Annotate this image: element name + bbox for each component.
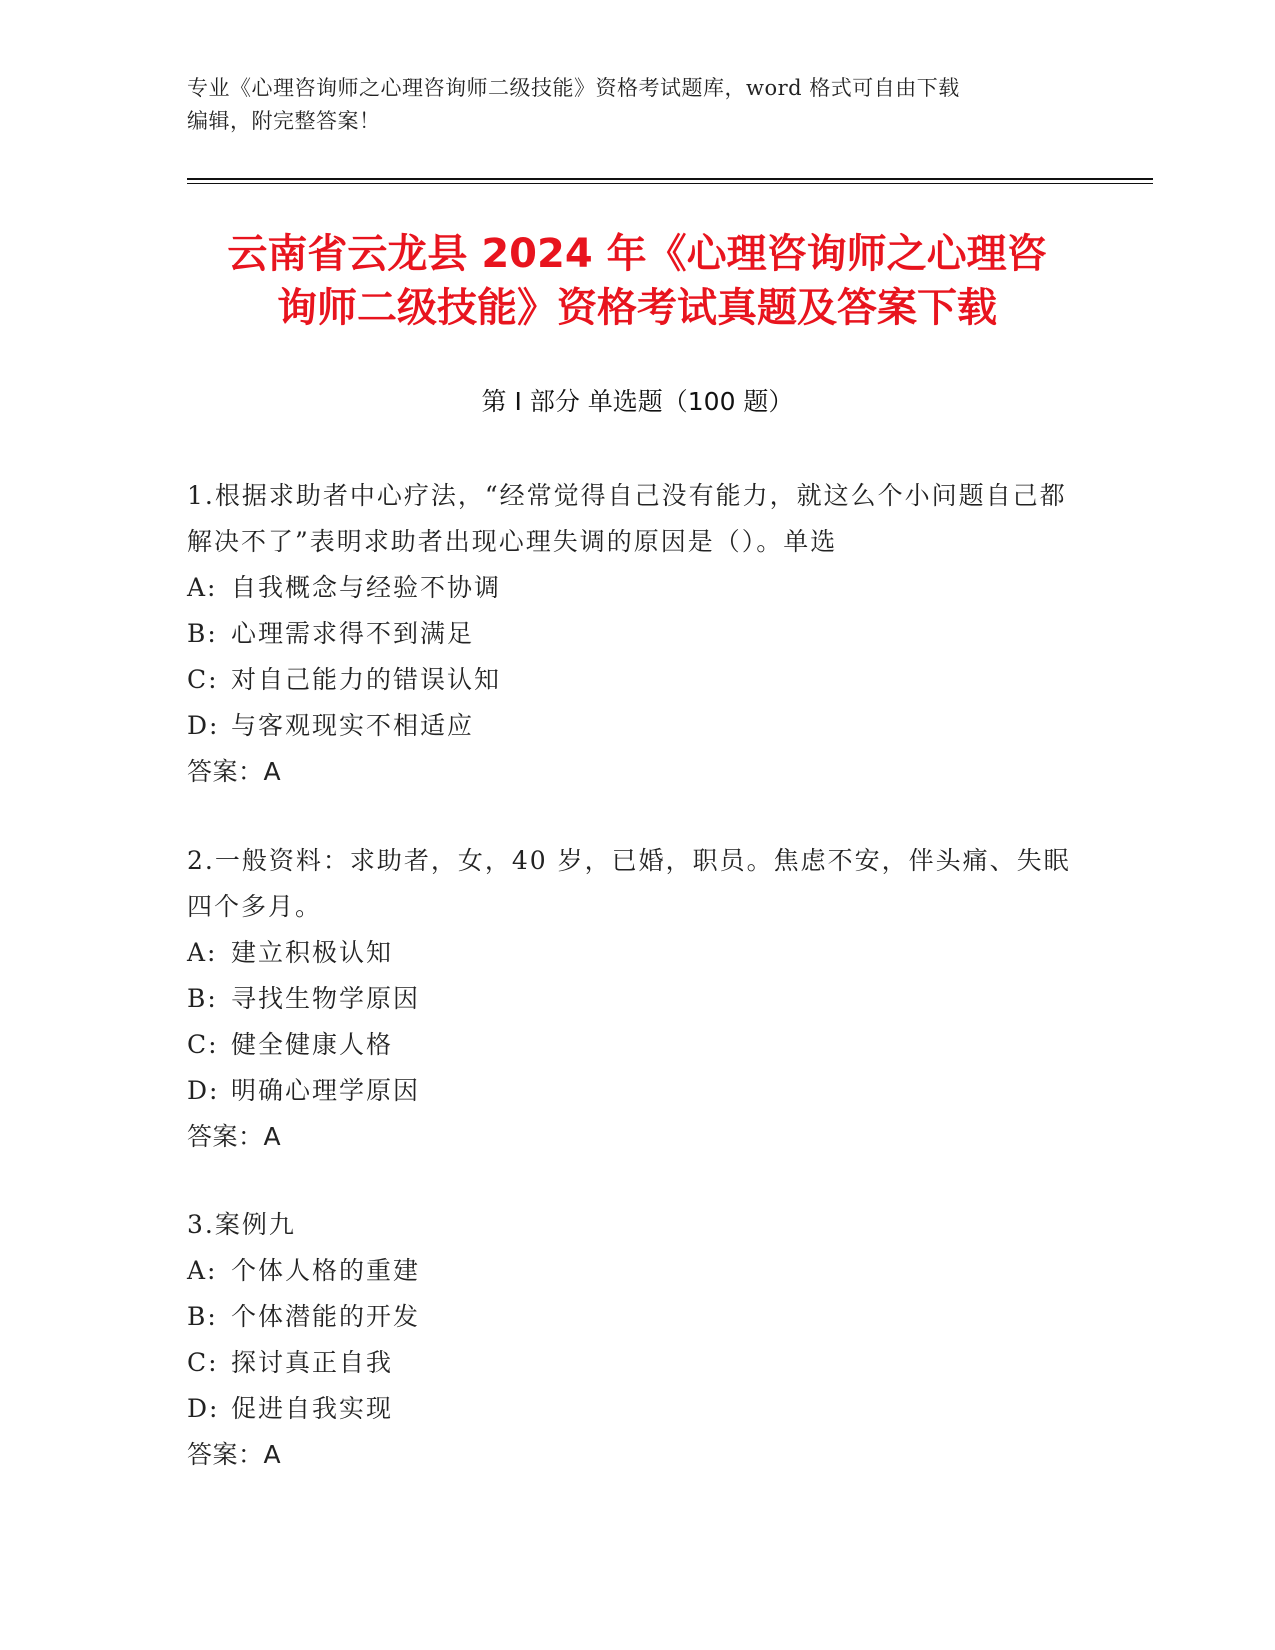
option-a (187, 930, 1077, 976)
option-c (187, 657, 1077, 703)
document-title (137, 227, 1137, 335)
answer-line: 答案：A (187, 1122, 282, 1151)
option-a (187, 1248, 1077, 1294)
option-key: D: (187, 711, 220, 740)
option-key: A: (187, 573, 218, 602)
question-2 (187, 838, 1077, 1160)
option-text: 促进自我实现 (231, 1394, 394, 1423)
option-key: C: (187, 665, 219, 694)
header-divider (187, 178, 1153, 184)
option-key: B: (187, 619, 218, 648)
title-line-2: 询师二级技能》资格考试真题及答案下载 (277, 285, 997, 331)
option-text: 健全健康人格 (231, 1030, 394, 1059)
question-stem: 2.一般资料：求助者，女，40 岁，已婚，职员。焦虑不安，伴头痛、失眠四个多月。 (187, 846, 1071, 921)
section-heading: 第 I 部分 单选题（100 题） (481, 387, 794, 416)
option-d (187, 1068, 1077, 1114)
option-b (187, 1294, 1077, 1340)
option-key: C: (187, 1030, 219, 1059)
option-text: 个体人格的重建 (231, 1256, 421, 1285)
title-line-1: 云南省云龙县 2024 年《心理咨询师之心理咨 (227, 231, 1047, 277)
option-c (187, 1022, 1077, 1068)
option-key: D: (187, 1076, 220, 1105)
option-text: 明确心理学原因 (231, 1076, 421, 1105)
header-line-2: 编辑，附完整答案！ (187, 109, 381, 133)
option-key: A: (187, 1256, 218, 1285)
option-text: 建立积极认知 (231, 938, 394, 967)
page-header (187, 72, 1087, 138)
option-text: 个体潜能的开发 (231, 1302, 421, 1331)
question-1 (187, 473, 1077, 795)
option-text: 与客观现实不相适应 (231, 711, 475, 740)
option-b (187, 976, 1077, 1022)
answer-line: 答案：A (187, 1440, 282, 1469)
option-text: 对自己能力的错误认知 (231, 665, 502, 694)
option-b (187, 611, 1077, 657)
option-text: 探讨真正自我 (231, 1348, 394, 1377)
header-line-1: 专业《心理咨询师之心理咨询师二级技能》资格考试题库，word 格式可自由下载 (187, 76, 960, 100)
option-key: A: (187, 938, 218, 967)
option-key: B: (187, 1302, 218, 1331)
option-key: B: (187, 984, 218, 1013)
option-key: D: (187, 1394, 220, 1423)
option-text: 心理需求得不到满足 (231, 619, 475, 648)
question-stem: 3.案例九 (187, 1210, 296, 1239)
answer-line: 答案：A (187, 757, 282, 786)
option-d (187, 703, 1077, 749)
option-text: 自我概念与经验不协调 (231, 573, 502, 602)
question-stem: 1.根据求助者中心疗法，“经常觉得自己没有能力，就这么个小问题自己都解决不了”表明求助者出现心理失调的原因是（）。单选 (187, 481, 1067, 556)
option-text: 寻找生物学原因 (231, 984, 421, 1013)
option-c (187, 1340, 1077, 1386)
option-a (187, 565, 1077, 611)
option-d (187, 1386, 1077, 1432)
question-3 (187, 1202, 1077, 1478)
option-key: C: (187, 1348, 219, 1377)
